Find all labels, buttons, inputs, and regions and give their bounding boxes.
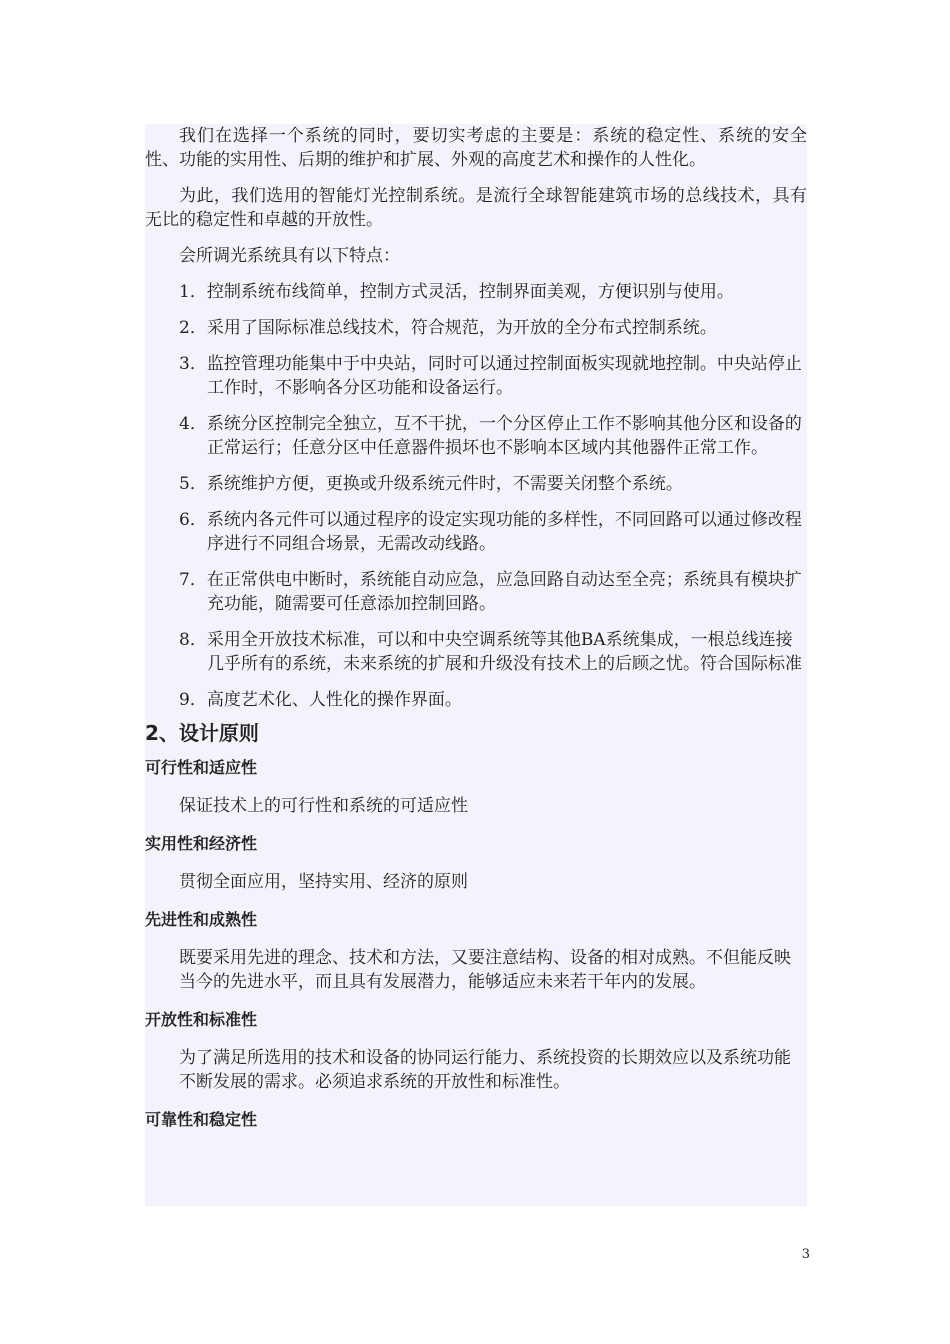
intro-paragraph: 我们在选择一个系统的同时，要切实考虑的主要是：系统的稳定性、系统的安全性、功能的实用性、后期的维护和扩展、外观的高度艺术和操作的人性化。 — [145, 126, 807, 170]
principle-heading: 可靠性和稳定性 — [145, 1110, 258, 1129]
principle-body: 为了满足所选用的技术和设备的协同运行能力、系统投资的长期效应以及系统功能不断发展的需求。必须追求系统的开放性和标准性。 — [179, 1048, 791, 1092]
feature-item: 7．在正常供电中断时，系统能自动应急，应急回路自动达至全亮；系统具有模块扩充功能，随需要可任意添加控制回路。 — [179, 570, 802, 614]
feature-list — [145, 280, 807, 712]
principle-heading: 开放性和标准性 — [145, 1010, 258, 1029]
feature-item: 5．系统维护方便，更换或升级系统元件时，不需要关闭整个系统。 — [179, 474, 683, 494]
intro-paragraph: 会所调光系统具有以下特点： — [179, 246, 400, 266]
page-number: 3 — [801, 1247, 810, 1262]
feature-item: 1．控制系统布线简单，控制方式灵活，控制界面美观，方便识别与使用。 — [179, 282, 734, 302]
feature-item: 3．监控管理功能集中于中央站，同时可以通过控制面板实现就地控制。中央站停止工作时，不影响各分区功能和设备运行。 — [179, 354, 802, 398]
section-heading: 2、设计原则 — [145, 721, 259, 745]
page-content — [145, 124, 807, 1146]
principle-body: 保证技术上的可行性和系统的可适应性 — [179, 796, 468, 816]
intro-paragraph: 为此，我们选用的智能灯光控制系统。是流行全球智能建筑市场的总线技术，具有无比的稳定性和卓越的开放性。 — [145, 186, 807, 230]
feature-item: 8．采用全开放技术标准，可以和中央空调系统等其他BA系统集成，一根总线连接几乎所有的系统，未来系统的扩展和升级没有技术上的后顾之忧。符合国际标准 — [179, 630, 802, 674]
feature-item: 2．采用了国际标准总线技术，符合规范，为开放的全分布式控制系统。 — [179, 318, 717, 338]
feature-item: 4．系统分区控制完全独立，互不干扰，一个分区停止工作不影响其他分区和设备的正常运行；任意分区中任意器件损坏也不影响本区域内其他器件正常工作。 — [179, 414, 802, 458]
principle-heading: 实用性和经济性 — [145, 834, 258, 853]
principle-heading: 先进性和成熟性 — [145, 910, 258, 929]
principle-body: 贯彻全面应用，坚持实用、经济的原则 — [179, 872, 468, 892]
principle-body: 既要采用先进的理念、技术和方法，又要注意结构、设备的相对成熟。不但能反映当今的先进水平，而且具有发展潜力，能够适应未来若干年内的发展。 — [179, 948, 791, 992]
principle-heading: 可行性和适应性 — [145, 758, 258, 777]
feature-item: 9．高度艺术化、人性化的操作界面。 — [179, 690, 462, 710]
feature-item: 6．系统内各元件可以通过程序的设定实现功能的多样性，不同回路可以通过修改程序进行不同组合场景，无需改动线路。 — [179, 510, 802, 554]
